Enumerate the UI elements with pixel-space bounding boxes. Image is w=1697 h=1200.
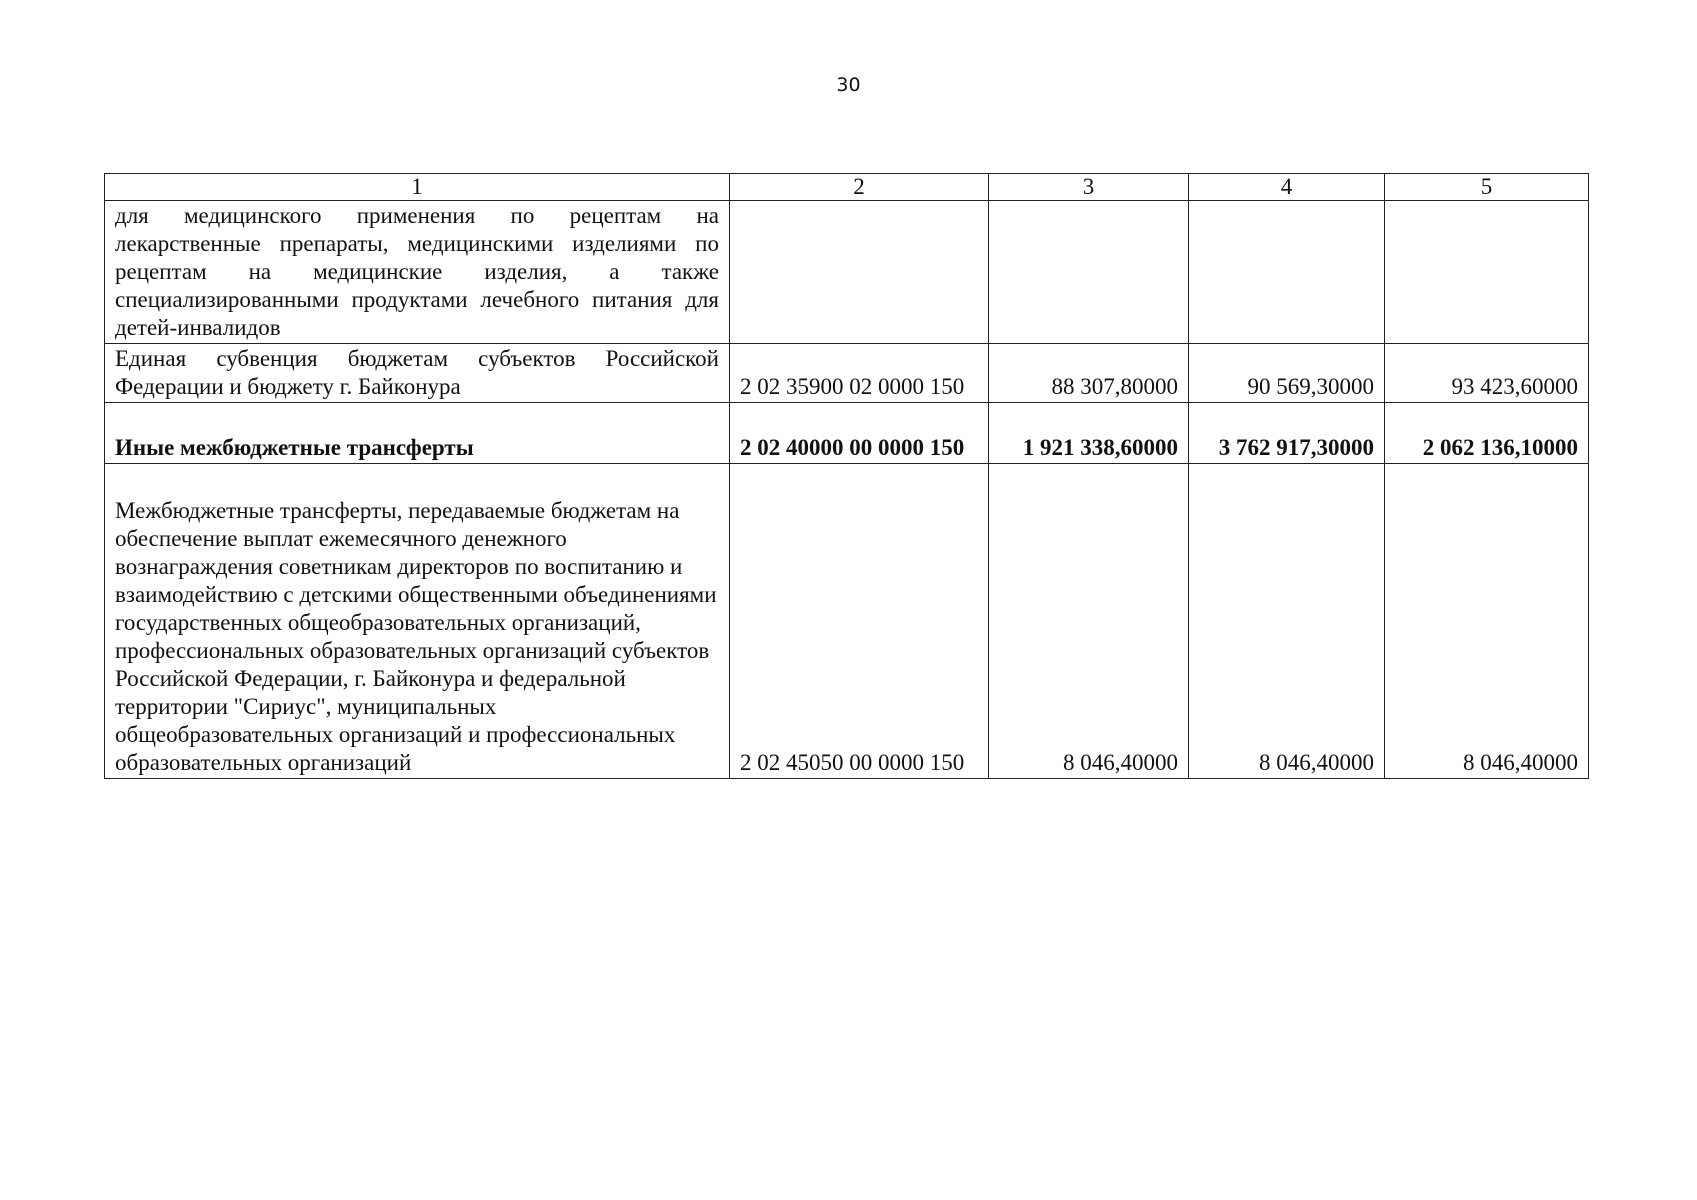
column-header-4: 4 <box>1189 174 1385 201</box>
table-row <box>105 344 1589 403</box>
column-header-5: 5 <box>1385 174 1589 201</box>
row-code: 2 02 45050 00 0000 150 <box>730 464 989 779</box>
row-description: Иные межбюджетные трансферты <box>105 403 730 464</box>
row-value-col5: 93 423,60000 <box>1385 344 1589 403</box>
row-value-col4: 3 762 917,30000 <box>1189 403 1385 464</box>
column-header-2: 2 <box>730 174 989 201</box>
table-row <box>105 201 1589 344</box>
column-header-1: 1 <box>105 174 730 201</box>
row-value-col3: 88 307,80000 <box>989 344 1189 403</box>
page-number: 30 <box>836 74 861 96</box>
row-value-col4 <box>1189 201 1385 344</box>
row-description: для медицинского применения по рецептам на лекарственные препараты, медицинскими изделиями по рецептам на медицинские изделия, а также специализированными продуктами лечебного питания для детей-инвалидов <box>105 201 730 344</box>
table-header-row <box>105 174 1589 201</box>
row-value-col5 <box>1385 201 1589 344</box>
row-value-col5: 2 062 136,10000 <box>1385 403 1589 464</box>
row-code: 2 02 35900 02 0000 150 <box>730 344 989 403</box>
row-value-col3: 1 921 338,60000 <box>989 403 1189 464</box>
row-description: Единая субвенция бюджетам субъектов Российской Федерации и бюджету г. Байконура <box>105 344 730 403</box>
row-value-col4: 8 046,40000 <box>1189 464 1385 779</box>
row-value-col3 <box>989 201 1189 344</box>
row-code <box>730 201 989 344</box>
row-value-col5: 8 046,40000 <box>1385 464 1589 779</box>
row-value-col4: 90 569,30000 <box>1189 344 1385 403</box>
row-code: 2 02 40000 00 0000 150 <box>730 403 989 464</box>
column-header-3: 3 <box>989 174 1189 201</box>
budget-table <box>104 173 1589 779</box>
table-row <box>105 403 1589 464</box>
row-description: Межбюджетные трансферты, передаваемые бюджетам на обеспечение выплат ежемесячного денежного вознаграждения советникам директоров по воспитанию и взаимодействию с детскими общественными объединениями государственных общеобразовательных организаций, профессиональных образовательных организаций субъектов Российской Федерации, г. Байконура и федеральной территории "Сириус", муниципальных общеобразовательных организаций и профессиональных образовательных организаций <box>105 464 730 779</box>
row-value-col3: 8 046,40000 <box>989 464 1189 779</box>
table-row <box>105 464 1589 779</box>
